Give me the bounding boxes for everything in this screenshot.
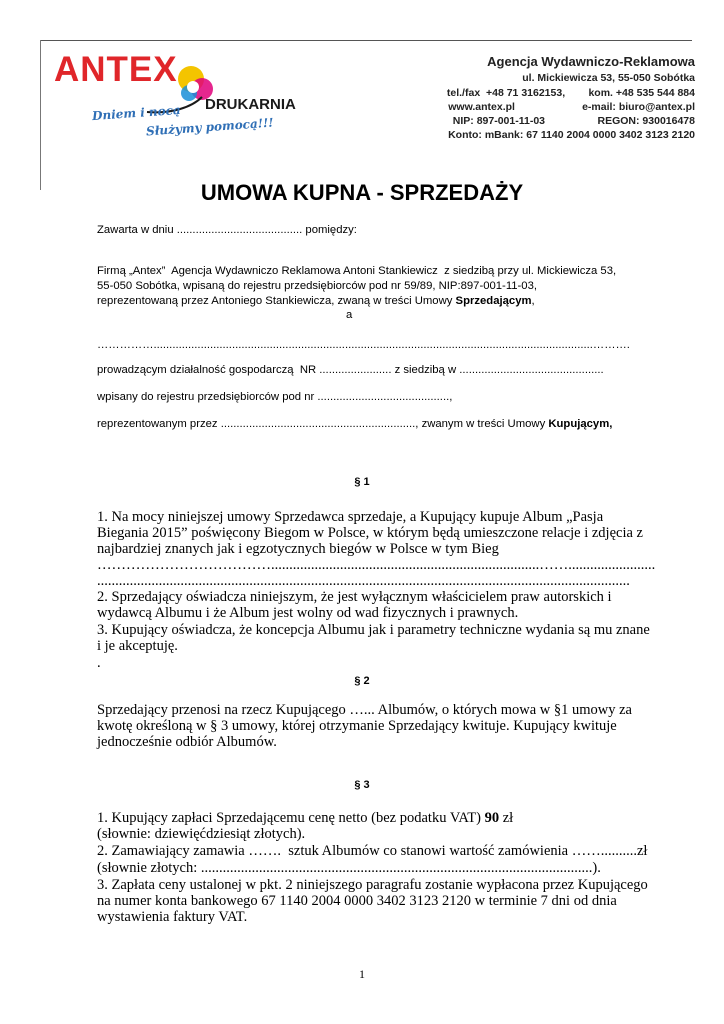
section-3-price-words: (słownie: dziewięćdziesiąt złotych). (97, 826, 306, 842)
seller-line-3 (97, 295, 535, 307)
buyer-line-3-text: reprezentowanym przez .............................................................., zwanym w treści Umowy (97, 418, 549, 430)
section-3-point-2: 2. Zamawiający zamawia ……. sztuk Albumów co stanowi wartość zamówienia ……..........zł (97, 843, 648, 859)
seller-line-3-end: , (531, 295, 535, 307)
buyer-dots: ……………............................................................................................................................................………. (97, 339, 630, 351)
section-1-point-1: 1. Na mocy niniejszej umowy Sprzedawca sprzedaje, a Kupujący kupuje Album „Pasja Biegania 2015” poświęcony Biegom w Polsce, w którym będą umieszczone relacje i zdjęcia z najbardziej znanych jak i egzotycznych biegów w Polsce w tym Bieg (97, 509, 643, 557)
company-phone: tel./fax +48 71 3162153, kom. +48 535 544 884 (446, 87, 695, 99)
section-1-heading: § 1 (354, 476, 370, 488)
document-title: UMOWA KUPNA - SPRZEDAŻY (200, 180, 524, 205)
slogan-line-2: Służymy pomocą!!! (145, 115, 274, 139)
date-line: Zawarta w dniu ........................................ pomiędzy: (97, 224, 357, 236)
page-number: 1 (359, 967, 365, 981)
section-3-heading: § 3 (354, 779, 370, 791)
price-text: 1. Kupujący zapłaci Sprzedającemu cenę netto (bez podatku VAT) (97, 810, 485, 826)
seller-line-1: Firmą „Antex” Agencja Wydawniczo Reklamowa Antoni Stankiewicz z siedzibą przy ul. Mickiewicza 53, (97, 265, 617, 277)
buyer-line-3 (97, 418, 612, 430)
section-1-dots-1: ………………………………..........................................................................……........................ (97, 557, 656, 573)
buyer-role: Kupującym, (548, 418, 613, 430)
section-2-heading: § 2 (354, 675, 370, 687)
section-1-point-3: 3. Kupujący oświadcza, że koncepcja Albumu jak i parametry techniczne wydania są mu znane i je akceptuję. (97, 622, 650, 654)
price-value: 90 (484, 810, 500, 826)
section-3-point-1 (97, 810, 657, 826)
section-3-point-3: 3. Zapłata ceny ustalonej w pkt. 2 niniejszego paragrafu zostanie wypłacona przez Kupującego na numer konta bankowego 67 1140 2004 0000 3402 3123 2120 w terminie 7 dni od dnia wystawienia faktury VAT. (97, 877, 648, 925)
company-nip-regon: NIP: 897-001-11-03 REGON: 930016478 (452, 115, 695, 127)
company-address: ul. Mickiewicza 53, 55-050 Sobótka (522, 72, 695, 84)
section-1-dots-2: ................................................................................................................................................... (97, 573, 630, 589)
seller-role: Sprzedającym (455, 295, 532, 307)
seller-line-2: 55-050 Sobótka, wpisaną do rejestru przedsiębiorców pod nr 59/89, NIP:897-001-11-03, (97, 280, 538, 292)
section-1-dot: . (97, 655, 101, 671)
header-side-rule (40, 40, 41, 190)
section-1-point-2: 2. Sprzedający oświadcza niniejszym, że jest wyłącznym właścicielem praw autorskich i wydawcą Albumu i że Album jest wolny od wad fizycznych i prawnych. (97, 589, 612, 621)
buyer-line-1: prowadzącym działalność gospodarczą NR ....................... z siedzibą w .............................................. (97, 364, 604, 376)
and-word: a (346, 309, 353, 321)
seller-line-3-text: reprezentowaną przez Antoniego Stankiewicza, zwaną w treści Umowy (97, 295, 456, 307)
section-3-amount-words: (słownie złotych: ............................................................................................................). (97, 860, 601, 876)
buyer-line-2: wpisany do rejestru przedsiębiorców pod nr .........................................., (97, 391, 453, 403)
company-web-email: www.antex.pl e-mail: biuro@antex.pl (448, 101, 695, 113)
company-name: Agencja Wydawniczo-Reklamowa (487, 54, 695, 69)
section-2-text: Sprzedający przenosi na rzecz Kupującego …... Albumów, o których mowa w §1 umowy za kwotę określoną w § 3 umowy, której otrzymanie Sprzedający kwituje. Kupujący kwituje jednocześnie odbiór Albumów. (97, 702, 632, 750)
slogan-line-1: Dniem i nocą (91, 102, 182, 124)
logo-subtitle: DRUKARNIA (205, 96, 296, 113)
price-currency: zł (499, 810, 514, 826)
company-account: Konto: mBank: 67 1140 2004 0000 3402 3123 2120 (448, 129, 695, 141)
logo-wordmark: ANTEX (54, 50, 178, 89)
header-rule (40, 40, 692, 41)
